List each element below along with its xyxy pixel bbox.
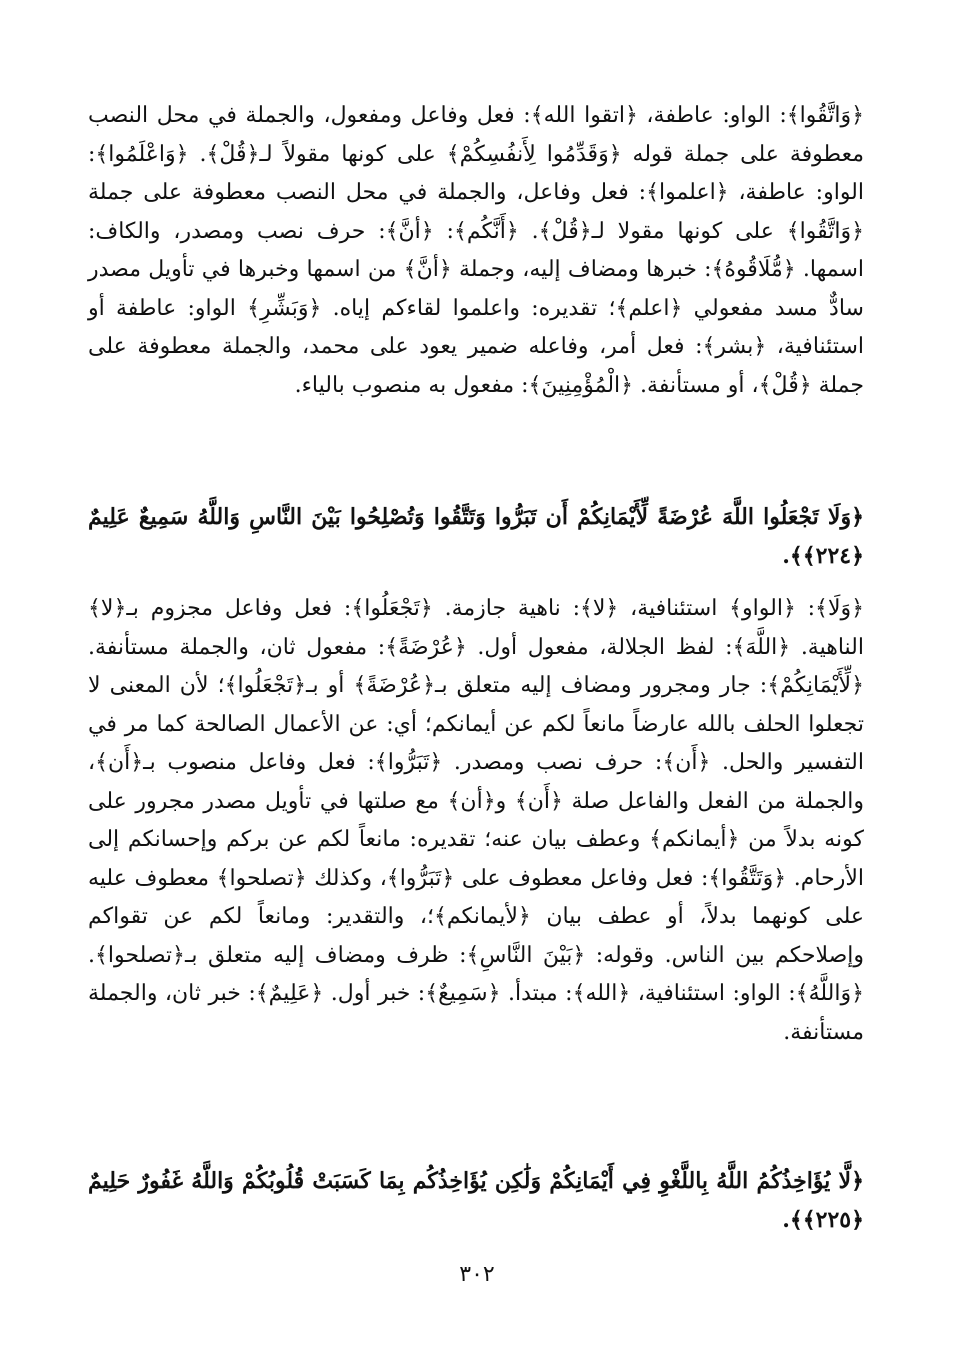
grammar-paragraph-1: ﴿وَاتَّقُوا﴾: الواو: عاطفة، ﴿اتقوا الله﴾: فعل وفاعل ومفعول، والجملة في محل النصب معطوفة على جملة قوله ﴿وَقَدِّمُوا لِأَنفُسِكُمْ﴾ على كونها مقولاً لـ﴿قُلْ﴾. ﴿وَاعْلَمُوا﴾: الواو: عاطفة، ﴿اعلموا﴾: فعل وفاعل، والجملة في محل النصب معطوفة على جملة ﴿وَاتَّقُوا﴾ على كونها مقولا لـ﴿قُلْ﴾. ﴿أَنَّكُم﴾: ﴿أنَّ﴾: حرف نصب ومصدر، والكاف: اسمها. ﴿مُّلَاقُوهُ﴾: خبرها ومضاف إليه، وجملة ﴿أنَّ﴾ من اسمها وخبرها في تأويل مصدر سادٌّ مسد مفعولي ﴿اعلم﴾؛ تقديره: واعلموا لقاءكم إياه. ﴿وَبَشِّرِ﴾ الواو: عاطفة أو استئنافية، ﴿بشر﴾: فعل أمر، وفاعله ضمير يعود على محمد، والجملة معطوفة على جملة ﴿قُلْ﴾، أو مستأنفة. ﴿الْمُؤْمِنِينَ﴾: مفعول به منصوب بالياء. [88, 103, 864, 398]
quran-verse-225: ﴿لَّا يُؤَاخِذُكُمُ اللَّهُ بِاللَّغْوِ فِي أَيْمَانِكُمْ وَلَٰكِن يُؤَاخِذُكُم بِمَا كَسَبَتْ قُلُوبُكُمْ وَاللَّهُ غَفُورٌ حَلِيمٌ ﴿٢٢٥﴾﴾. [88, 1168, 864, 1233]
page-number: ٣٠٢ [459, 1262, 495, 1287]
grammar-paragraph-2: ﴿وَلَا﴾: ﴿الواو﴾ استئنافية، ﴿لا﴾: ناهية جازمة. ﴿تَجْعَلُوا﴾: فعل وفاعل مجزوم بـ﴿لا﴾ الناهية. ﴿اللَّهَ﴾: لفظ الجلالة، مفعول أول. ﴿عُرْضَةً﴾: مفعول ثان، والجملة مستأنفة. ﴿لِّأَيْمَانِكُمْ﴾: جار ومجرور ومضاف إليه متعلق بـ﴿عُرْضَةً﴾ أو بـ﴿تَجْعَلُوا﴾؛ لأن المعنى لا تجعلوا الحلف بالله عارضاً مانعاً لكم عن أيمانكم؛ أي: عن الأعمال الصالحة كما مر في التفسير والحل. ﴿أَن﴾: حرف نصب ومصدر. ﴿تَبَرُّوا﴾: فعل وفاعل منصوب بـ﴿أَن﴾، والجملة من الفعل والفاعل صلة ﴿أَن﴾ و﴿أن﴾ مع صلتها في تأويل مصدر مجرور على كونه بدلاً من ﴿أيمانكم﴾ وعطف بيان عنه؛ تقديره: مانعاً لكم عن بركم وإحسانكم إلى الأرحام. ﴿وَتَتَّقُوا﴾: فعل وفاعل معطوف على ﴿تَبَرُّوا﴾، وكذلك ﴿تصلحوا﴾ معطوف عليه على كونهما بدلاً، أو عطف بيان ﴿لأيمانكم﴾؛، والتقدير: ومانعاً لكم عن تقواكم وإصلاحكم بين الناس. وقوله: ﴿بَيْنَ النَّاسِ﴾: ظرف ومضاف إليه متعلق بـ﴿تصلحوا﴾. ﴿وَاللَّهُ﴾: الواو: استئنافية، ﴿الله﴾: مبتدأ. ﴿سَمِيعٌ﴾: خبر أول. ﴿عَلِيمٌ﴾: خبر ثان، والجملة مستأنفة. [88, 596, 864, 1045]
quran-verse-224: ﴿وَلَا تَجْعَلُوا اللَّهَ عُرْضَةً لِّأَيْمَانِكُمْ أَن تَبَرُّوا وَتَتَّقُوا وَتُصْلِحُوا بَيْنَ النَّاسِ وَاللَّهُ سَمِيعٌ عَلِيمٌ ﴿٢٢٤﴾﴾. [88, 504, 864, 569]
